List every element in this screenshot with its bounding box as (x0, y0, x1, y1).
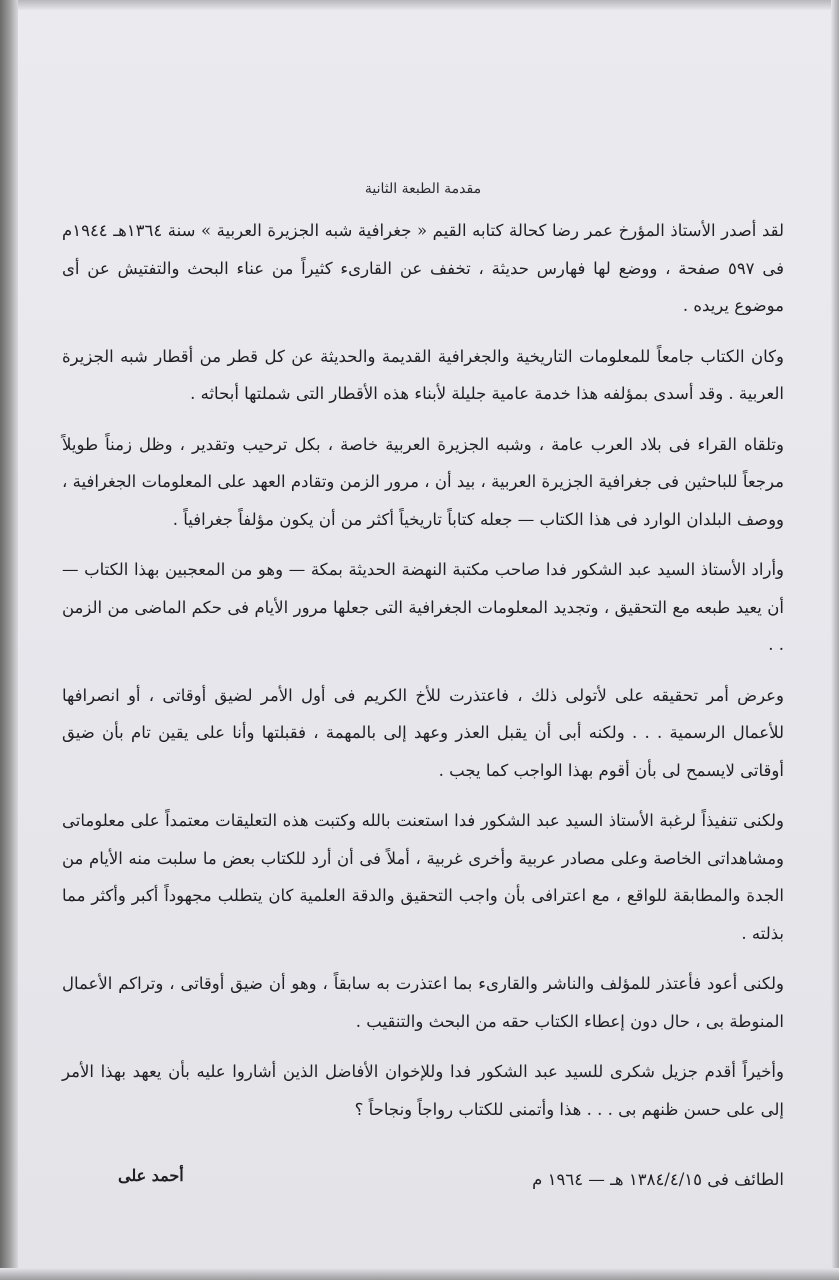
page-heading: مقدمة الطبعة الثانية (364, 181, 482, 197)
signature-row (62, 1160, 784, 1200)
signature-place-date: الطائف فى ١٣٨٤/٤/١٥ هـ — ١٩٦٤ م (532, 1170, 784, 1189)
paragraph-1: لقد أصدر الأستاذ المؤرخ عمر رضا كحالة كتابه القيم « جغرافية شبه الجزيرة العربية » سنة ١٣٦٤هـ ١٩٤٤م فى ٥٩٧ صفحة ، ووضع لها فهارس حديثة ، تخفف عن القارىء كثيراً من عناء البحث والتفتيش عن أى موضوع يريده . (62, 221, 784, 315)
page-top-edge (0, 0, 839, 10)
page-right-edge (831, 0, 839, 1280)
paragraph-7: ولكنى أعود فأعتذر للمؤلف والناشر والقارىء بما اعتذرت به سابقاً ، وهو أن ضيق أوقاتى ، وتراكم الأعمال المنوطة بى ، حال دون إعطاء الكتاب حقه من البحث والتنقيب . (62, 974, 784, 1031)
page-left-edge-shadow (0, 0, 18, 1280)
page-bottom-edge (0, 1268, 839, 1280)
paragraph-3: وتلقاه القراء فى بلاد العرب عامة ، وشبه الجزيرة العربية خاصة ، بكل ترحيب وتقدير ، وظل زمناً طويلاً مرجعاً للباحثين فى جغرافية الجزيرة العربية ، بيد أن ، مرور الزمن وتقادم العهد على المعلومات الجغرافية ، ووصف البلدان الوارد فى هذا الكتاب — جعله كتاباً تاريخياً أكثر من أن يكون مؤلفاً جغرافياً . (62, 434, 784, 529)
paragraph-5: وعرض أمر تحقيقه على لأتولى ذلك ، فاعتذرت للأخ الكريم فى أول الأمر لضيق أوقاتى ، أو انصرافها للأعمال الرسمية . . . ولكنه أبى أن يقبل العذر وعهد إلى بالمهمة ، فقبلتها وأنا على يقين تام بأن ضيق أوقاتى لايسمح لى بأن أقوم بهذا الواجب كما يجب . (62, 685, 784, 780)
document-body (62, 172, 784, 1141)
paragraph-4: وأراد الأستاذ السيد عبد الشكور فدا صاحب مكتبة النهضة الحديثة بمكة — وهو من المعجبين بهذا الكتاب — أن يعيد طبعه مع التحقيق ، وتجديد المعلومات الجغرافية التى جعلها مرور الأيام فى حكم الماضى من الزمن . . (62, 560, 784, 654)
signature-author: أحمد على (118, 1166, 184, 1185)
paragraph-8: وأخيراً أقدم جزيل شكرى للسيد عبد الشكور فدا وللإخوان الأفاضل الذين أشاروا عليه بأن يعهد بهذا الأمر إلى على حسن ظنهم بى . . . هذا وأتمنى للكتاب رواجاً ونجاحاً ؟ (62, 1062, 784, 1119)
paragraph-2: وكان الكتاب جامعاً للمعلومات التاريخية والجغرافية القديمة والحديثة عن كل قطر من أقطار شبه الجزيرة العربية . وقد أسدى بمؤلفه هذا خدمة عامية جليلة لأبناء هذه الأقطار التى شملتها أبحاثه . (62, 346, 784, 403)
paragraph-6: ولكنى تنفيذاً لرغبة الأستاذ السيد عبد الشكور فدا استعنت بالله وكتبت هذه التعليقات معتمداً على معلوماتى ومشاهداتى الخاصة وعلى مصادر عربية وأخرى غربية ، أملاً فى أن أرد للكتاب بعض ما سلبت منه الأيام من الجدة والمطابقة للواقع ، مع اعترافى بأن واجب التحقيق والدقة العلمية كان يتطلب مجهوداً أكبر وأكثر مما بذلته . (62, 811, 784, 943)
